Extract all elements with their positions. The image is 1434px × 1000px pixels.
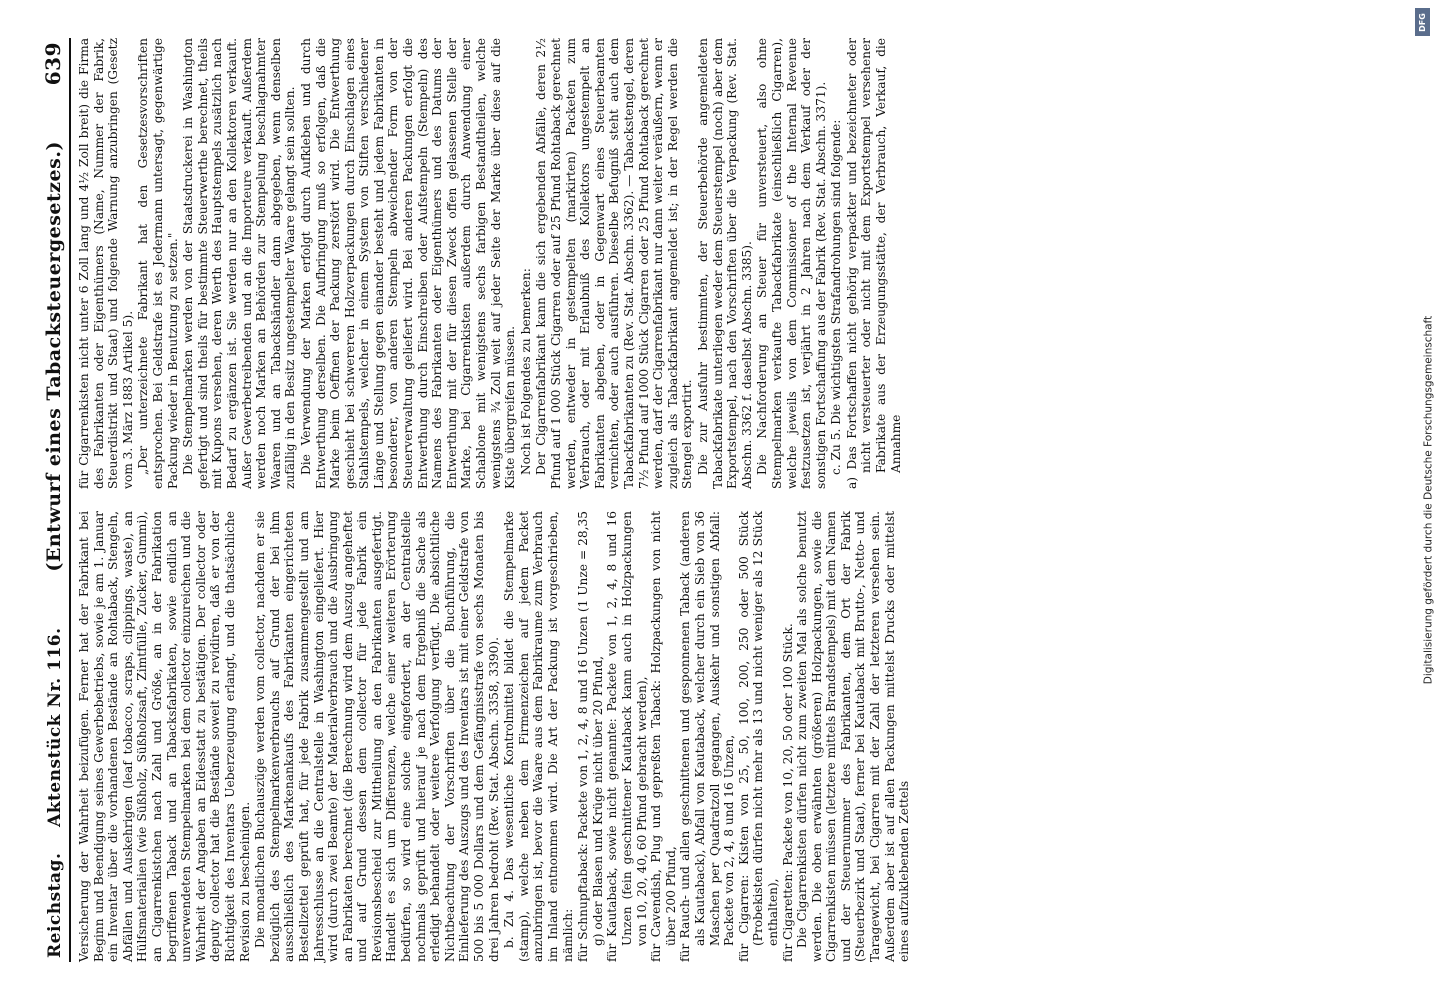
dfg-logo [1415, 8, 1430, 36]
paragraph: c. Zu 5. Die wichtigsten Strafandrohungen sind folgende: [829, 119, 844, 475]
list-item: für Cavendish, Plug und gepreßten Taback: Holzpackungen von nicht über 200 Pfund, [649, 511, 678, 962]
paragraph: b. Zu 4. Das wesentliche Kontrolmittel bildet die Stempelmarke (stamp), welche neben dem Firmenzeichen auf jedem Packet anzubringen ist, bevor die Waare aus dem Fabrikraume zum Verbrauch im Inland entnommen wird. Die Art der Packung ist vorgeschrieben, nämlich: [502, 511, 575, 962]
paragraph: Die Cigarrenkisten dürfen nicht zum zweiten Mal als solche benutzt werden. Die oben erwähnten (größeren) Holzpackungen, sowie die Cigarrenkisten müssen (letztere mittels Brandstempels) mit dem Namen und der Steuernummer des Fabrikanten, dem Ort der Fabrik (Steuerbezirk und Staat), ferner bei Kautaback mit Brutto-, Netto- und Taragewicht, bei Cigarren mit der Zahl der letzteren versehen sein. Außerdem aber ist auf allen Packungen mittelst Drucks oder mittelst eines aufzuklebenden Zettels [795, 511, 912, 962]
paragraph: Noch ist Folgendes zu bemerken: [518, 268, 533, 475]
paragraph: Die monatlichen Buchauszüge werden vom collector, nachdem er sie bezüglich des Stempelmarkenverbrauchs auf Grund der bei ihm ausschließlich des Markenankaufs des Fabrikanten eingerichteten Bestellzettel geprüft hat, für jede Fabrik zusammengestellt und am Jahresschlusse an die Centralstelle in Washington eingeliefert. Hier wird (durch zwei Beamte) der Materialverbrauch und die Ausbringung an Fabrikaten berechnet (die Berechnung wird dem Auszug angeheftet und auf Grund dessen dem collector für jede Fabrik ein Revisionsbescheid zur Mittheilung an den Fabrikanten ausgefertigt. Handelt es sich um Differenzen, welche einer weiteren Erörterung bedürfen, so wird eine solche eingefordert, an der Centralstelle nochmals geprüft und hierauf je nach dem Ergebniß die Sache als erledigt behandelt oder weitere Verfolgung verfügt. Die absichtliche Nichtbeachtung der Vorschriften über die Buchführung, die Einlieferung des Auszugs und des Inventars ist mit einer Geldstrafe von 500 bis 5 000 Dollars und dem Gefängnisstrafe von sechs Monaten bis drei Jahren bedroht (Rev. Stat. Abschn. 3358, 3390). [253, 511, 501, 962]
page-header [41, 38, 71, 962]
paragraph: Die Verwendung der Marken erfolgt durch Aufkleben und durch Entwerthung derselben. Die Aufbringung muß so erfolgen, daß die Marke beim Oeffnen der Packung zerstört wird. Die Entwerthung geschieht bei schwereren Holzverpackungen durch Einschlagen eines Stahlstempels, welcher in einem System von Stiften verschiedener Länge und Stellung gegen einander besteht und jedem Fabrikanten in besonderer, von anderen Stempeln abweichender Form von der Steuerverwaltung geliefert wird. Bei anderen Packungen erfolgt die Entwerthung durch Einschreiben oder Aufstempeln (Stempeln) des Namens des Fabrikanten oder Eigenthümers und des Datums der Entwerthung mit der für diesen Zweck offen gelassenen Stelle der Marke, bei Cigarrenkisten außerdem durch Anwendung einer Schablone mit wenigstens sechs farbigen Bestandtheilen, welche wenigstens ¾ Zoll weit auf jeder Seite der Marke über diese auf die Kiste übergreifen müssen. [298, 38, 518, 489]
list-item: a) Das Fortschaffen nicht gehörig verpackter und bezeichneter oder nicht versteuerter oder nicht mit dem Exportstempel versehener Fabrikate aus der Erzeugungsstätte, der Verbrauch, Verkauf, die Annahme [844, 38, 903, 489]
paragraph: Die Stempelmarken werden von der Staatsdruckerei in Washington gefertigt und sind theils für bestimmte Steuerwerthe berechnet, theils mit Kupons versehen, deren Werth des Hauptstempels zusätzlich nach Bedarf zu ergänzen ist. Sie werden nur an den Kollektoren verkauft. Außer Gewerbetreibenden und an die Importeure verkauft. Außerdem werden noch Marken an Behörden zur Stempelung beschlagnahmter Waaren und an Tabackshändler dann abgegeben, wenn denselben zufällig in den Besitz ungestempelter Waare gelangt sein sollten. [181, 38, 298, 489]
header-subject: (Entwurf eines Tabacksteuergesetzes.) [43, 141, 65, 572]
list-item: für Rauch- und allen geschnittenen und gesponnenen Taback (anderen als Kautaback), Abfall von Kautaback, welcher durch ein Sieb von 36 Maschen per Quadratzoll gegangen, Auskehr und sonstigen Abfall: Packete von 2, 4, 8 und 16 Unzen, [678, 511, 737, 962]
list-item: für Kautaback, sowie nicht genannte: Packete von 1, 2, 4, 8 und 16 Unzen (fein geschnittener Kautaback kann auch in Holzpackungen von 10, 20, 40, 60 Pfund gebracht werden), [605, 511, 649, 962]
document-page [31, 20, 1401, 980]
header-title: Reichstag. [45, 852, 65, 958]
header-left [45, 627, 65, 958]
paragraph: Versicherung der Wahrheit beizufügen. Ferner hat der Fabrikant bei Beginn und Beendigung seines Gewerbebetriebs, sowie je am 1. Januar ein Inventar über die vorhandenen Bestände an Rohtaback, Stengeln, Abfällen und Auskehrigen (leaf tobacco, scraps, clippings, waste), an Hülfsmaterialien (wie Süßholz, Süßholzsaft, Zimtfülle, Zucker, Gummi), an Cigarrenkistchen nach Zahl und Größe, an in der Fabrikation begriffenen Taback und an Tabacksfabrikaten, sowie endlich an unverwendeten Stempelmarken bei dem collector einzureichen und die Wahrheit der Angaben an Eidesstatt zu bestätigen. Der collector oder deputy collector hat die Bestände soweit zu revidiren, daß er von der Richtigkeit des Inventars Ueberzeugung erlangt, und die thatsächliche Revision zu bescheinigen. [77, 511, 252, 962]
text-columns [77, 38, 1367, 962]
paragraph: Die zur Ausfuhr bestimmten, der Steuerbehörde angemeldeten Tabackfabrikate unterliegen weder dem Steuerstempel (noch) aber dem Exportstempel, nach den Vorschriften über die Verpackung (Rev. Stat. Abschn. 3362 f. daselbst Abschn. 3385). [695, 38, 754, 489]
paragraph: für Cigarrenkisten nicht unter 6 Zoll lang und 4½ Zoll breit) die Firma des Fabrikanten oder Eigenthümers (Name, Nummer der Fabrik, Steuerdistrikt und Staat) und folgende Warnung anzubringen (Gesetz vom 3. März 1883 Artikel 5). [77, 38, 135, 489]
dfg-credit: Digitalisierung gefördert durch die Deutsche Forschungsgemeinschaft [1422, 315, 1434, 685]
paragraph: Der Cigarrenfabrikant kann die sich ergebenden Abfälle, deren 2½ Pfund auf 1 000 Stück Cigarren oder auf 25 Pfund Rohtaback gerechnet werden, entweder in gestempelten (markirten) Packeten zum Verbrauch, oder mit Erlaubniß des Kollektors ungestempelt an Fabrikanten abgeben, oder in Gegenwart eines Steuerbeamten vernichten, oder auch ausführen. Dieselbe Befugniß steht auch dem Tabackfabrikanten zu (Rev. Stat. Abschn. 3362). — Tabackstengel, deren 7½ Pfund auf 1000 Stück Cigarren oder 25 Pfund Rohtaback gerechnet werden, darf der Cigarrenfabrikant nur dann weiter veräußern, wenn er zugleich als Tabackfabrikant angemeldet ist; in der Regel werden die Stengel exportirt. [534, 38, 695, 489]
list-item: für Cigaretten: Packete von 10, 20, 50 oder 100 Stück. [780, 623, 795, 962]
dfg-logo-text: DFG [1418, 12, 1428, 32]
header-document-ref: Aktenstück Nr. 116. [45, 627, 65, 827]
list-item: für Cigarren: Kisten von 25, 50, 100, 200, 250 oder 500 Stück (Probekisten dürfen nicht mehr als 13 und nicht weniger als 12 Stück enthalten), [736, 511, 780, 962]
column-right [77, 38, 1367, 489]
column-left [77, 511, 1367, 962]
list-item: für Schnupftaback: Packete von 1, 2, 4, 8 und 16 Unzen (1 Unze = 28,35 g) oder Blasen und Krüge nicht über 20 Pfund, [576, 511, 605, 962]
paragraph: „Der unterzeichnete Fabrikant hat den Gesetzesvorschriften entsprochen. Bei Geldstrafe ist es Jedermann untersagt, gegenwärtige Packung wieder in Benutzung zu setzen." [136, 38, 180, 489]
page-number: 639 [41, 42, 65, 86]
paragraph: Die Nachforderung an Steuer für unversteuert, also ohne Stempelmarken verkaufte Tabackfabrikate (einschließlich Cigarren), welche jeweils von dem Commissioner of the Internal Revenue festzusetzen ist, verjährt in 2 Jahren nach dem Verkauf oder der sonstigen Fortschaffung aus der Fabrik (Rev. Stat. Abschn. 3371). [755, 38, 828, 489]
dfg-sidebar [1410, 0, 1432, 1000]
